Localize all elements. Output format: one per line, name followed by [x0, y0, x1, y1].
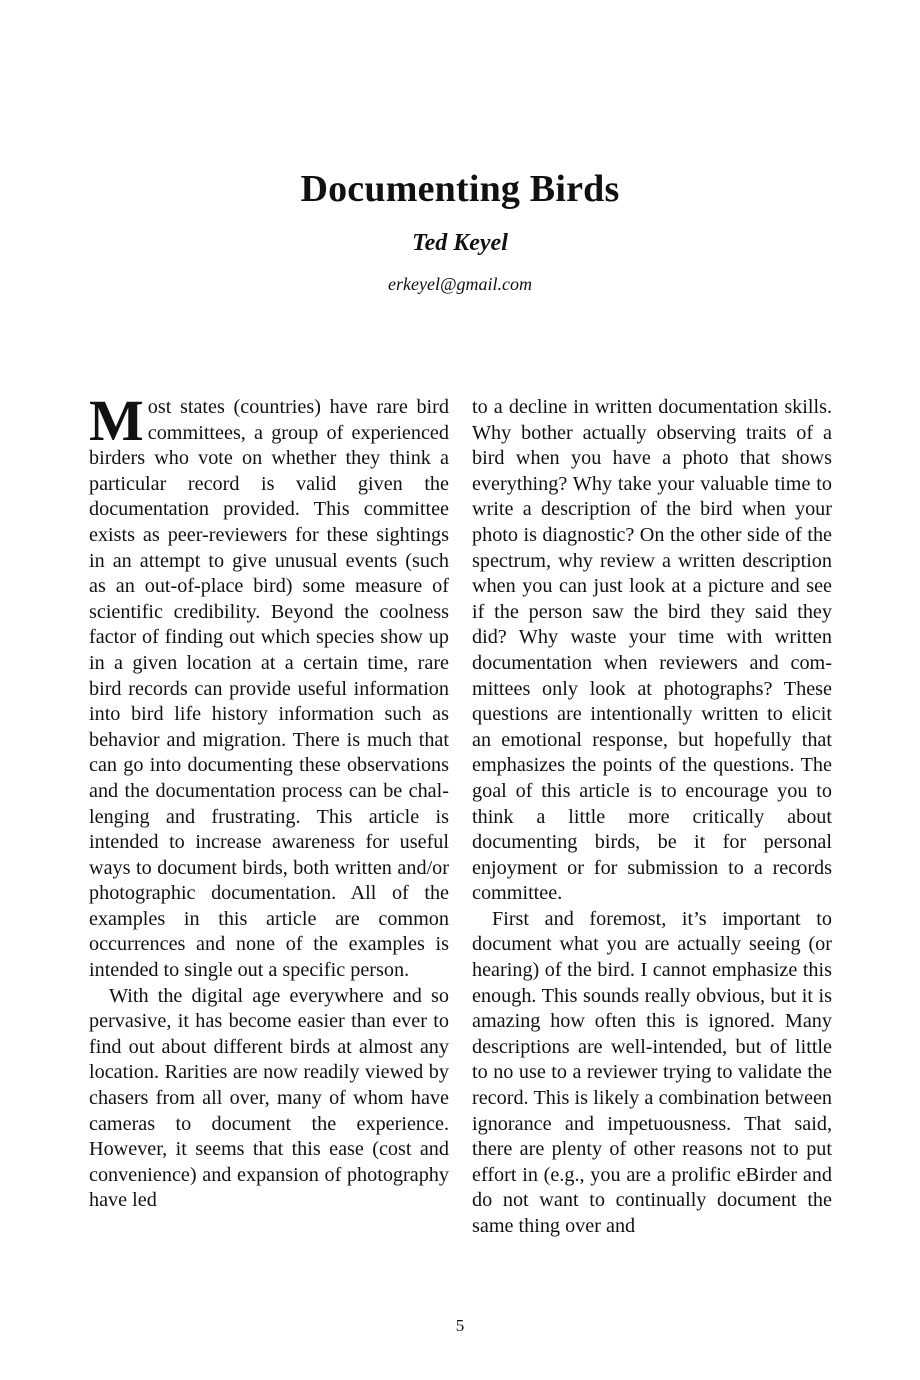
- author-email: erkeyel@gmail.com: [388, 274, 532, 294]
- right-paragraph-2: First and foremost, it’s important to document what you are actually seeing (or hearing) of the bird. I cannot emphasize this enough. This sounds really obvious, but it is amazing how often this is ignored. Many descriptions are well-intended, but of little to no use to a reviewer trying to validate the record. This is likely a combination between ignorance and impetuousness. That said, there are plenty of other reasons not to put effort in (e.g., you are a prolific eBirder and do not want to continually document the same thing over and: [472, 907, 832, 1237]
- left-paragraph-1: [89, 388, 449, 984]
- left-column: [89, 388, 449, 1214]
- author-name: Ted Keyel: [412, 230, 508, 256]
- drop-cap: M: [89, 388, 144, 453]
- right-paragraph-1: to a decline in written documentation skills. Why bother actually observing traits of a bird when you have a photo that shows everything? Why take your valuable time to write a description of the bird when your photo is diagnostic? On the other side of the spectrum, why review a written description when you can just look at a picture and see if the person saw the bird they said they did? Why waste your time with written documentation when reviewers and committees only look at photographs? These questions are intentionally written to elicit an emotional response, but hopefully that emphasizes the points of the questions. The goal of this article is to encourage you to think a little more critically about documenting birds, be it for personal enjoyment or for submission to a records committee.: [472, 396, 832, 905]
- page-number: 5: [455, 1316, 465, 1335]
- article-title: Documenting Birds: [300, 168, 620, 211]
- left-paragraph-1-text: ost states (countries) have rare bird committees, a group of experienced birders who vote on whether they think a particular record is valid given the documentation provided. This committee exists as peer-reviewers for these sightings in an attempt to give unusual events (such as an out-of-place bird) some measure of scientific credibility. Beyond the coolness factor of finding out which species show up in a given location at a certain time, rare bird records can provide useful information into bird life history information such as behavior and migration. There is much that can go into documenting these observations and the documentation process can be challenging and frustrating. This article is intended to increase awareness for useful ways to document birds, both written and/or photographic documentation. All of the examples in this article are common occurrences and none of the examples is intended to single out a specific person.: [89, 396, 449, 982]
- left-paragraph-2: With the digital age everywhere and so pervasive, it has become easier than ever to find out about different birds at almost any location. Rarities are now readily viewed by chasers from all over, many of whom have cameras to document the experience. However, it seems that this ease (cost and convenience) and expansion of photography have led: [89, 984, 449, 1212]
- right-column: [472, 395, 832, 1240]
